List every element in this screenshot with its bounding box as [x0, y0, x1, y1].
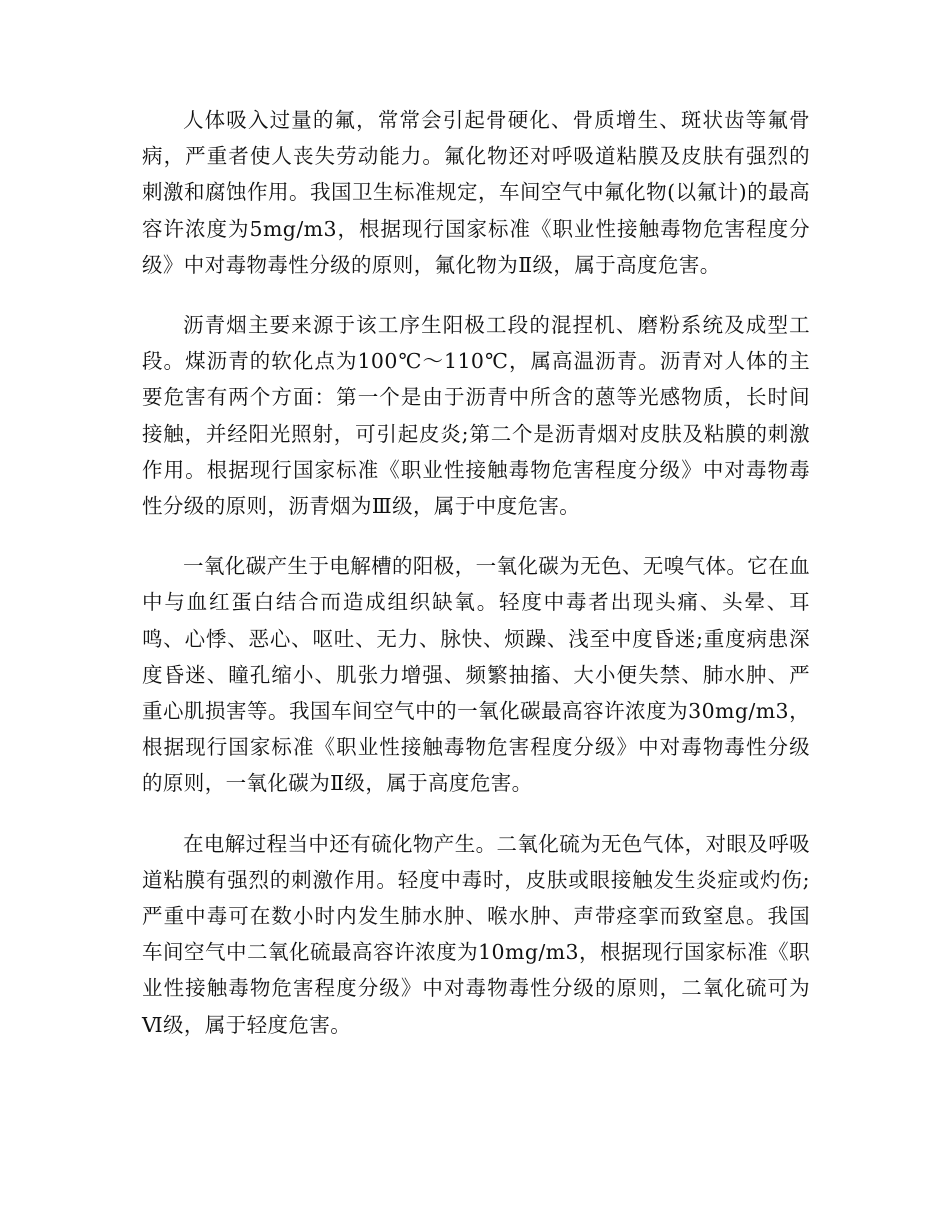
paragraph-sulfur-dioxide: 在电解过程当中还有硫化物产生。二氧化硫为无色气体，对眼及呼吸道粘膜有强烈的刺激作用。轻度中毒时，皮肤或眼接触发生炎症或灼伤;严重中毒可在数小时内发生肺水肿、喉水肿、声带痉挛而致窒息。我国车间空气中二氧化硫最高容许浓度为10mg/m3，根据现行国家标准《职业性接触毒物危害程度分级》中对毒物毒性分级的原则，二氧化硫可为Ⅵ级，属于轻度危害。: [142, 831, 810, 1037]
paragraph-fluoride: 人体吸入过量的氟，常常会引起骨硬化、骨质增生、斑状齿等氟骨病，严重者使人丧失劳动能力。氟化物还对呼吸道粘膜及皮肤有强烈的刺激和腐蚀作用。我国卫生标准规定，车间空气中氟化物(以氟计)的最高容许浓度为5mg/m3，根据现行国家标准《职业性接触毒物危害程度分级》中对毒物毒性分级的原则，氟化物为Ⅱ级，属于高度危害。: [142, 108, 810, 277]
paragraph-asphalt-fume: 沥青烟主要来源于该工序生阳极工段的混捏机、磨粉系统及成型工段。煤沥青的软化点为100℃～110℃，属高温沥青。沥青对人体的主要危害有两个方面：第一个是由于沥青中所含的蒽等光感物质，长时间接触，并经阳光照射，可引起皮炎;第二个是沥青烟对皮肤及粘膜的刺激作用。根据现行国家标准《职业性接触毒物危害程度分级》中对毒物毒性分级的原则，沥青烟为Ⅲ级，属于中度危害。: [142, 313, 810, 519]
document-body: [142, 102, 810, 1043]
paragraph-carbon-monoxide: 一氧化碳产生于电解槽的阳极，一氧化碳为无色、无嗅气体。它在血中与血红蛋白结合而造成组织缺氧。轻度中毒者出现头痛、头晕、耳鸣、心悸、恶心、呕吐、无力、脉快、烦躁、浅至中度昏迷;重度病患深度昏迷、瞳孔缩小、肌张力增强、频繁抽搐、大小便失禁、肺水肿、严重心肌损害等。我国车间空气中的一氧化碳最高容许浓度为30mg/m3，根据现行国家标准《职业性接触毒物危害程度分级》中对毒物毒性分级的原则，一氧化碳为Ⅱ级，属于高度危害。: [142, 554, 810, 796]
